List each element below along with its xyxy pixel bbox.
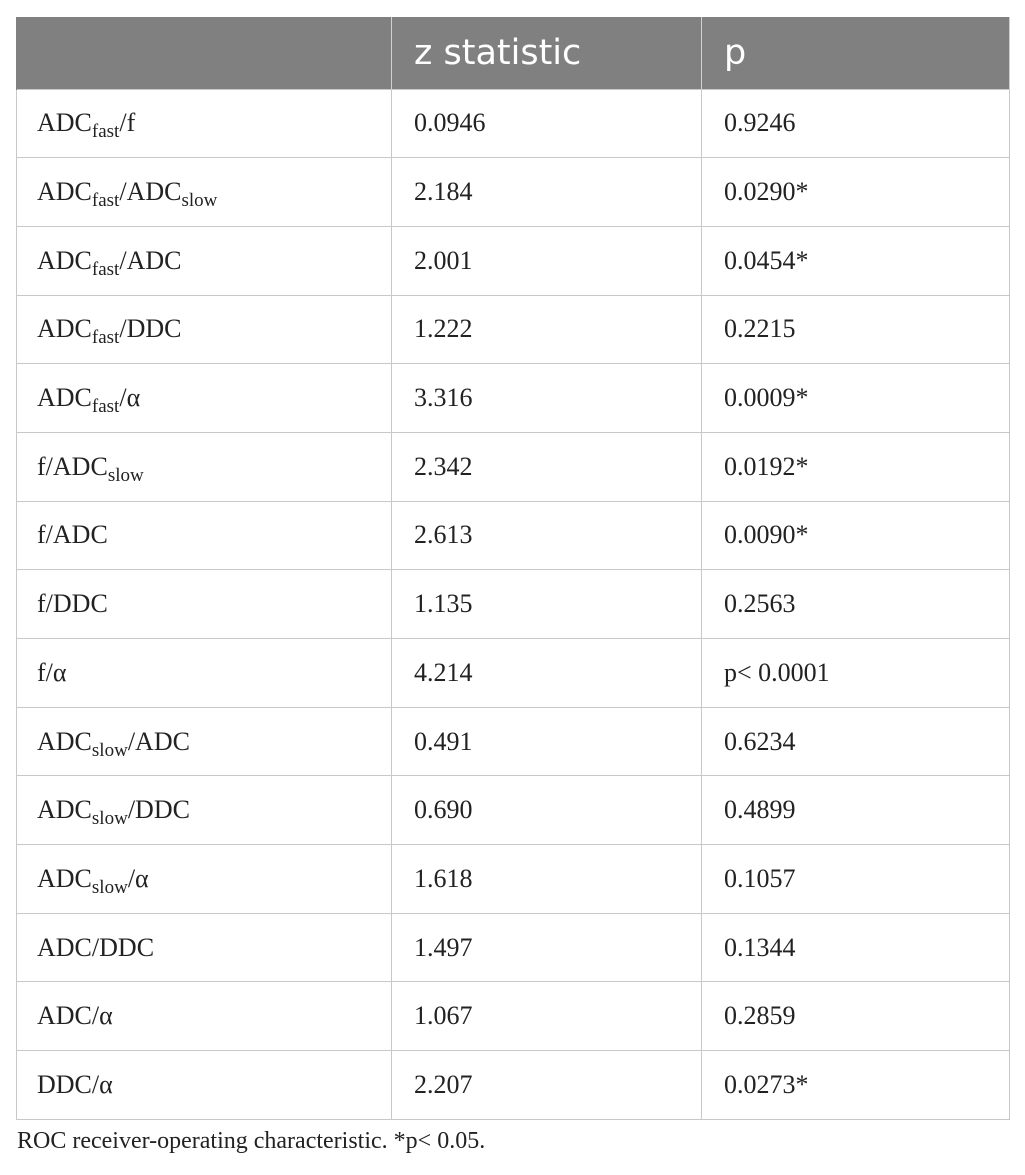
pair-first-subscript: fast [91, 121, 120, 143]
pair-second-subscript: slow [181, 190, 218, 212]
table-footnote: ROC receiver-operating characteristic. *p< 0.05. [17, 1128, 486, 1154]
pair-first-label: ADC [37, 383, 92, 413]
pair-cell [17, 1051, 392, 1120]
pair-separator: / [91, 932, 100, 962]
table-row [17, 776, 1010, 845]
p-value-cell: 0.0192* [702, 432, 1010, 501]
pair-second-label: DDC [126, 314, 182, 344]
pair-separator: / [127, 795, 136, 825]
z-statistic-cell: 1.135 [392, 570, 702, 639]
table-row [17, 432, 1010, 501]
pair-second-label: DDC [99, 932, 155, 962]
header-cell-pair [17, 17, 392, 89]
pair-cell [17, 707, 392, 776]
table-row [17, 707, 1010, 776]
z-statistic-cell: 1.067 [392, 982, 702, 1051]
pair-first-subscript: fast [91, 258, 120, 280]
pair-first-subscript: fast [91, 327, 120, 349]
pair-second-label: ADC [52, 451, 108, 481]
pair-separator: / [119, 314, 127, 344]
table-body [17, 89, 1010, 1119]
header-cell-z-statistic: z statistic [392, 17, 702, 89]
pair-cell [17, 501, 392, 570]
z-statistic-cell: 1.222 [392, 295, 702, 364]
pair-second-label: α [52, 657, 67, 687]
pair-separator: / [119, 177, 127, 207]
pair-first-label: f [37, 520, 46, 550]
header-cell-p: p [702, 17, 1010, 89]
pair-first-label: ADC [37, 108, 92, 138]
table-row [17, 89, 1010, 158]
table-row [17, 1051, 1010, 1120]
pair-separator: / [45, 451, 53, 481]
pair-first-label: ADC [37, 863, 92, 893]
pair-first-subscript: slow [91, 808, 128, 830]
pair-separator: / [45, 657, 53, 687]
pair-first-label: ADC [37, 932, 92, 962]
pair-cell [17, 364, 392, 433]
table-row [17, 570, 1010, 639]
pair-separator: / [91, 1069, 100, 1099]
pair-cell [17, 89, 392, 158]
pair-separator: / [45, 520, 53, 550]
pair-second-label: ADC [126, 177, 182, 207]
pair-first-subscript: slow [91, 876, 128, 898]
pair-first-label: ADC [37, 314, 92, 344]
table-row [17, 295, 1010, 364]
p-value-cell: 0.0009* [702, 364, 1010, 433]
pair-first-subscript: fast [91, 396, 120, 418]
table-row [17, 845, 1010, 914]
table-row [17, 913, 1010, 982]
pair-separator: / [45, 589, 53, 619]
pair-first-subscript: fast [91, 190, 120, 212]
pair-cell [17, 776, 392, 845]
pair-second-label: f [126, 108, 136, 138]
p-value-cell: 0.6234 [702, 707, 1010, 776]
pair-separator: / [127, 863, 136, 893]
table-header [17, 17, 1010, 89]
pair-separator: / [119, 383, 127, 413]
pair-cell [17, 982, 392, 1051]
pair-second-label: α [99, 1069, 113, 1099]
p-value-cell: 0.2215 [702, 295, 1010, 364]
pair-second-label: α [135, 863, 149, 893]
p-value-cell: 0.4899 [702, 776, 1010, 845]
table-row [17, 158, 1010, 227]
header-row [17, 17, 1010, 89]
pair-first-label: ADC [37, 1001, 92, 1031]
z-statistic-cell: 2.207 [392, 1051, 702, 1120]
pair-first-label: ADC [37, 245, 92, 275]
pair-cell [17, 158, 392, 227]
p-value-cell: 0.0290* [702, 158, 1010, 227]
z-statistic-table [16, 17, 1010, 1120]
table-row [17, 639, 1010, 708]
pair-cell [17, 845, 392, 914]
p-value-cell: 0.0273* [702, 1051, 1010, 1120]
p-value-cell: 0.1344 [702, 913, 1010, 982]
pair-second-label: ADC [52, 520, 108, 550]
pair-cell [17, 295, 392, 364]
z-statistic-cell: 1.497 [392, 913, 702, 982]
p-value-cell: 0.0454* [702, 226, 1010, 295]
pair-first-label: f [37, 657, 46, 687]
pair-second-label: ADC [126, 245, 182, 275]
p-value-cell: 0.9246 [702, 89, 1010, 158]
pair-first-label: DDC [37, 1069, 92, 1099]
pair-second-subscript: slow [107, 464, 144, 486]
p-value-cell: 0.0090* [702, 501, 1010, 570]
pair-cell [17, 570, 392, 639]
z-statistic-cell: 0.491 [392, 707, 702, 776]
pair-first-label: f [37, 451, 46, 481]
pair-first-label: ADC [37, 726, 92, 756]
z-statistic-cell: 2.613 [392, 501, 702, 570]
pair-cell [17, 913, 392, 982]
table-row [17, 226, 1010, 295]
pair-first-label: ADC [37, 177, 92, 207]
pair-cell [17, 639, 392, 708]
pair-second-label: DDC [52, 589, 108, 619]
pair-second-label: α [99, 1001, 113, 1031]
pair-separator: / [119, 108, 127, 138]
pair-first-label: ADC [37, 795, 92, 825]
pair-separator: / [127, 726, 136, 756]
z-statistic-cell: 2.342 [392, 432, 702, 501]
z-statistic-cell: 3.316 [392, 364, 702, 433]
z-statistic-cell: 0.690 [392, 776, 702, 845]
pair-first-subscript: slow [91, 739, 128, 761]
pair-second-label: DDC [135, 795, 190, 825]
table-row [17, 364, 1010, 433]
comparison-table [16, 17, 1009, 1120]
z-statistic-cell: 4.214 [392, 639, 702, 708]
z-statistic-cell: 2.001 [392, 226, 702, 295]
pair-separator: / [91, 1001, 100, 1031]
pair-cell [17, 432, 392, 501]
pair-second-label: ADC [135, 726, 190, 756]
p-value-cell: p< 0.0001 [702, 639, 1010, 708]
pair-second-label: α [126, 383, 141, 413]
p-value-cell: 0.1057 [702, 845, 1010, 914]
pair-cell [17, 226, 392, 295]
z-statistic-cell: 2.184 [392, 158, 702, 227]
table-row [17, 982, 1010, 1051]
pair-first-label: f [37, 589, 46, 619]
table-row [17, 501, 1010, 570]
p-value-cell: 0.2563 [702, 570, 1010, 639]
pair-separator: / [119, 245, 127, 275]
p-value-cell: 0.2859 [702, 982, 1010, 1051]
z-statistic-cell: 1.618 [392, 845, 702, 914]
z-statistic-cell: 0.0946 [392, 89, 702, 158]
